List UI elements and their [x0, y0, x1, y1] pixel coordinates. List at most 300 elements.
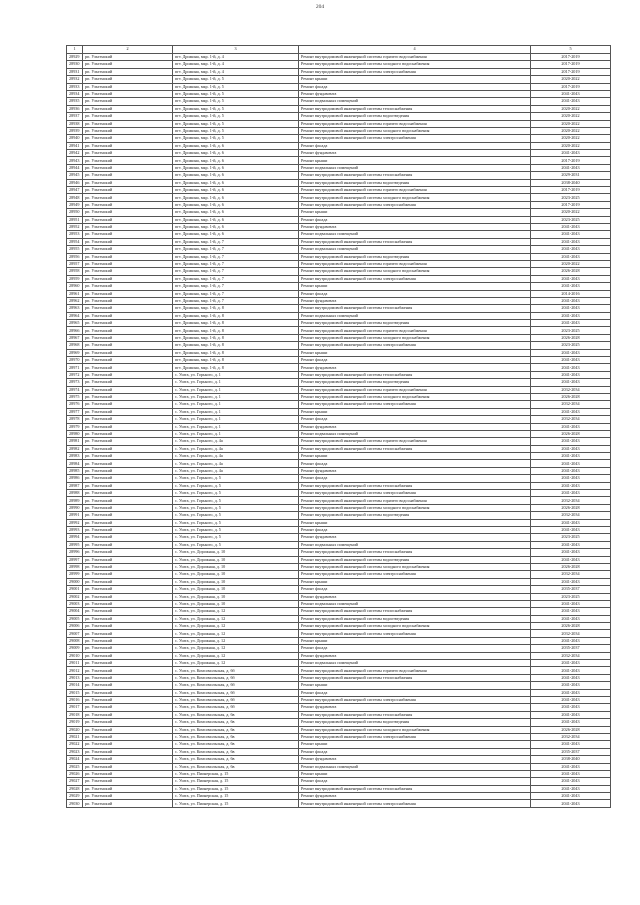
table-cell: Ремонт внутридомовой инженерной системы электроснабжения — [299, 630, 531, 637]
table-cell: Ремонт внутридомовой инженерной системы холодного водоснабжения — [299, 194, 531, 201]
table-cell: 28991 — [67, 512, 83, 519]
table-cell: 2026-2028 — [531, 623, 611, 630]
table-cell: 28947 — [67, 187, 83, 194]
table-cell: 2041-2043 — [531, 763, 611, 770]
table-row — [67, 127, 611, 134]
table-cell: Ремонт внутридомовой инженерной системы теплоснабжения — [299, 172, 531, 179]
table-cell: 2041-2043 — [531, 578, 611, 585]
table-cell: рп. Ультенский — [83, 490, 173, 497]
table-cell: рп. Ультенский — [83, 194, 173, 201]
table-cell: пгт. Дрожина, мкр. 1-й, д. 5 — [173, 135, 299, 142]
table-cell: рп. Ультенский — [83, 726, 173, 733]
table-row — [67, 201, 611, 208]
table-cell: 2041-2043 — [531, 349, 611, 356]
table-cell: 2041-2043 — [531, 453, 611, 460]
table-cell: Ремонт крыши — [299, 453, 531, 460]
table-cell: пгт. Дрожина, мкр. 1-й, д. 7 — [173, 238, 299, 245]
table-cell: 29018 — [67, 711, 83, 718]
table-cell: Ремонт внутридомовой инженерной системы горячего водоснабжения — [299, 120, 531, 127]
table-cell: Ремонт фасада — [299, 475, 531, 482]
table-cell: 2032-2034 — [531, 571, 611, 578]
table-cell: рп. Ультенский — [83, 209, 173, 216]
table-cell: 2020-2022 — [531, 127, 611, 134]
table-cell: Ремонт внутридомовой инженерной системы горячего водоснабжения — [299, 438, 531, 445]
table-cell: 2026-2028 — [531, 334, 611, 341]
table-row — [67, 187, 611, 194]
table-cell: 28937 — [67, 113, 83, 120]
table-row — [67, 800, 611, 807]
table-cell: 2026-2028 — [531, 393, 611, 400]
table-cell: 2017-2019 — [531, 68, 611, 75]
table-cell: пгт. Дрожина, мкр. 1-й, д. 6 — [173, 179, 299, 186]
table-row — [67, 748, 611, 755]
table-cell: 29003 — [67, 600, 83, 607]
table-cell: пгт. Дрожина, мкр. 1-й, д. 5 — [173, 76, 299, 83]
table-cell: рп. Ультенский — [83, 179, 173, 186]
table-cell: рп. Ультенский — [83, 275, 173, 282]
table-cell: Ремонт крыши — [299, 349, 531, 356]
table-cell: пгт. Дрожина, мкр. 1-й, д. 6 — [173, 194, 299, 201]
table-cell: 29009 — [67, 645, 83, 652]
table-cell: 28999 — [67, 571, 83, 578]
table-cell: 28992 — [67, 519, 83, 526]
table-cell: Ремонт крыши — [299, 76, 531, 83]
table-cell: рп. Ультенский — [83, 305, 173, 312]
table-row — [67, 460, 611, 467]
table-cell: 2041-2043 — [531, 615, 611, 622]
table-cell: с. Ушта, ул. Пионерская, д. 15 — [173, 770, 299, 777]
table-cell: рп. Ультенский — [83, 674, 173, 681]
table-cell: рп. Ультенский — [83, 423, 173, 430]
table-cell: рп. Ультенский — [83, 586, 173, 593]
table-cell: рп. Ультенский — [83, 593, 173, 600]
table-row — [67, 76, 611, 83]
table-cell: 2020-2022 — [531, 76, 611, 83]
table-cell: 28970 — [67, 357, 83, 364]
table-row — [67, 297, 611, 304]
table-cell: с. Ушта, ул. Горького, д. 1 — [173, 423, 299, 430]
table-cell: 29007 — [67, 630, 83, 637]
table-cell: Ремонт внутридомовой инженерной системы водоотведения — [299, 512, 531, 519]
table-cell: Ремонт внутридомовой инженерной системы водоотведения — [299, 615, 531, 622]
table-cell: 29019 — [67, 719, 83, 726]
table-cell: 28957 — [67, 260, 83, 267]
table-cell: с. Ушта, ул. Горького, д. 1 — [173, 408, 299, 415]
table-cell: с. Ушта, ул. Дорожная, д. 12 — [173, 660, 299, 667]
table-cell: рп. Ультенский — [83, 349, 173, 356]
table-cell: рп. Ультенский — [83, 711, 173, 718]
table-cell: пгт. Дрожина, мкр. 1-й, д. 4 — [173, 68, 299, 75]
table-cell: рп. Ультенский — [83, 164, 173, 171]
table-cell: 28988 — [67, 490, 83, 497]
table-row — [67, 475, 611, 482]
table-cell: с. Ушта, ул. Комсомольская, д. 6б — [173, 704, 299, 711]
table-row — [67, 357, 611, 364]
table-row — [67, 519, 611, 526]
table-cell: 2041-2043 — [531, 283, 611, 290]
table-cell: с. Ушта, ул. Горького, д. 5 — [173, 497, 299, 504]
table-cell: пгт. Дрожина, мкр. 1-й, д. 6 — [173, 172, 299, 179]
table-cell: рп. Ультенский — [83, 342, 173, 349]
table-row — [67, 534, 611, 541]
table-cell: Ремонт внутридомовой инженерной системы холодного водоснабжения — [299, 623, 531, 630]
table-cell: 2017-2019 — [531, 54, 611, 61]
table-cell: 2041-2043 — [531, 711, 611, 718]
table-cell: Ремонт фасада — [299, 216, 531, 223]
table-cell: с. Ушта, ул. Пионерская, д. 15 — [173, 785, 299, 792]
table-row — [67, 497, 611, 504]
table-cell: 29021 — [67, 733, 83, 740]
table-cell: Ремонт крыши — [299, 741, 531, 748]
table-cell: 2041-2043 — [531, 475, 611, 482]
table-cell: 28980 — [67, 430, 83, 437]
table-cell: рп. Ультенский — [83, 512, 173, 519]
table-row — [67, 364, 611, 371]
table-cell: 29020 — [67, 726, 83, 733]
table-cell: рп. Ультенский — [83, 793, 173, 800]
table-cell: Ремонт внутридомовой инженерной системы электроснабжения — [299, 571, 531, 578]
table-cell: 2041-2043 — [531, 371, 611, 378]
table-cell: рп. Ультенский — [83, 297, 173, 304]
table-cell: Ремонт фундамента — [299, 652, 531, 659]
table-cell: рп. Ультенский — [83, 682, 173, 689]
table-row — [67, 275, 611, 282]
table-row — [67, 216, 611, 223]
page-number: 204 — [315, 4, 325, 10]
table-row — [67, 571, 611, 578]
table-cell: 2023-2025 — [531, 593, 611, 600]
table-cell: Ремонт фасада — [299, 416, 531, 423]
table-cell: рп. Ультенский — [83, 645, 173, 652]
table-cell: 28986 — [67, 475, 83, 482]
table-cell: пгт. Дрожина, мкр. 1-й, д. 5 — [173, 83, 299, 90]
table-cell: пгт. Дрожина, мкр. 1-й, д. 6 — [173, 157, 299, 164]
table-cell: пгт. Дрожина, мкр. 1-й, д. 6 — [173, 231, 299, 238]
table-cell: 2041-2043 — [531, 90, 611, 97]
table-cell: с. Ушта, ул. Дорожная, д. 12 — [173, 637, 299, 644]
table-cell: рп. Ультенский — [83, 312, 173, 319]
table-row — [67, 541, 611, 548]
table-row — [67, 438, 611, 445]
table-cell: 28958 — [67, 268, 83, 275]
table-cell: с. Ушта, ул. Комсомольская, д. 6б — [173, 667, 299, 674]
table-cell: 2032-2034 — [531, 652, 611, 659]
table-cell: 29030 — [67, 800, 83, 807]
table-cell: 2014-2016 — [531, 290, 611, 297]
table-cell: с. Ушта, ул. Горького, д. 5 — [173, 519, 299, 526]
table-cell: 2032-2034 — [531, 416, 611, 423]
table-cell: с. Ушта, ул. Горького, д. 5 — [173, 512, 299, 519]
table-cell: с. Ушта, ул. Комсомольская, д. 6б — [173, 674, 299, 681]
table-cell: 2041-2043 — [531, 379, 611, 386]
table-row — [67, 231, 611, 238]
table-cell: рп. Ультенский — [83, 54, 173, 61]
table-cell: Ремонт фундамента — [299, 756, 531, 763]
table-cell: 28945 — [67, 172, 83, 179]
table-cell: рп. Ультенский — [83, 76, 173, 83]
table-cell: рп. Ультенский — [83, 379, 173, 386]
table-cell: 2017-2019 — [531, 201, 611, 208]
table-row — [67, 98, 611, 105]
table-row — [67, 290, 611, 297]
table-cell: 28968 — [67, 342, 83, 349]
table-cell: 28982 — [67, 445, 83, 452]
table-cell: рп. Ультенский — [83, 408, 173, 415]
table-cell: Ремонт внутридомовой инженерной системы холодного водоснабжения — [299, 563, 531, 570]
table-cell: рп. Ультенский — [83, 741, 173, 748]
table-cell: 28943 — [67, 157, 83, 164]
table-cell: 29014 — [67, 682, 83, 689]
table-cell: 28944 — [67, 164, 83, 171]
table-cell: Ремонт фасада — [299, 83, 531, 90]
table-cell: рп. Ультенский — [83, 534, 173, 541]
table-cell: 2038-2040 — [531, 179, 611, 186]
table-row — [67, 453, 611, 460]
table-cell: рп. Ультенский — [83, 519, 173, 526]
table-row — [67, 726, 611, 733]
table-row — [67, 135, 611, 142]
table-cell: пгт. Дрожина, мкр. 1-й, д. 5 — [173, 113, 299, 120]
table-cell: рп. Ультенский — [83, 696, 173, 703]
table-cell: пгт. Дрожина, мкр. 1-й, д. 6 — [173, 150, 299, 157]
table-row — [67, 393, 611, 400]
table-cell: 2020-2022 — [531, 209, 611, 216]
table-cell: рп. Ультенский — [83, 763, 173, 770]
table-cell: рп. Ультенский — [83, 393, 173, 400]
table-cell: с. Ушта, ул. Комсомольская, д. 6в — [173, 741, 299, 748]
table-cell: рп. Ультенский — [83, 283, 173, 290]
table-cell: 2041-2043 — [531, 98, 611, 105]
table-cell: 28942 — [67, 150, 83, 157]
table-cell: 2017-2019 — [531, 187, 611, 194]
table-cell: 2041-2043 — [531, 408, 611, 415]
table-cell: с. Ушта, ул. Горького, д. 4а — [173, 467, 299, 474]
table-cell: рп. Ультенский — [83, 460, 173, 467]
table-cell: Ремонт внутридомовой инженерной системы теплоснабжения — [299, 549, 531, 556]
table-cell: 2041-2043 — [531, 275, 611, 282]
table-cell: 2041-2043 — [531, 320, 611, 327]
table-row — [67, 504, 611, 511]
table-cell: Ремонт внутридомовой инженерной системы теплоснабжения — [299, 445, 531, 452]
table-cell: пгт. Дрожина, мкр. 1-й, д. 8 — [173, 349, 299, 356]
table-cell: 28939 — [67, 127, 83, 134]
table-cell: рп. Ультенский — [83, 719, 173, 726]
table-cell: Ремонт фундамента — [299, 297, 531, 304]
table-cell: Ремонт фасада — [299, 357, 531, 364]
table-cell: 2032-2034 — [531, 497, 611, 504]
table-cell: с. Ушта, ул. Комсомольская, д. 6в — [173, 763, 299, 770]
table-cell: 28930 — [67, 61, 83, 68]
table-cell: 28936 — [67, 105, 83, 112]
table-cell: пгт. Дрожина, мкр. 1-й, д. 6 — [173, 216, 299, 223]
table-cell: Ремонт внутридомовой инженерной системы теплоснабжения — [299, 305, 531, 312]
table-cell: рп. Ультенский — [83, 98, 173, 105]
table-cell: пгт. Дрожина, мкр. 1-й, д. 8 — [173, 312, 299, 319]
table-cell: с. Ушта, ул. Горького, д. 1 — [173, 401, 299, 408]
table-cell: с. Ушта, ул. Дорожная, д. 10 — [173, 593, 299, 600]
table-cell: рп. Ультенский — [83, 527, 173, 534]
table-cell: рп. Ультенский — [83, 157, 173, 164]
table-cell: 2032-2034 — [531, 630, 611, 637]
table-row — [67, 445, 611, 452]
table-cell: пгт. Дрожина, мкр. 1-й, д. 7 — [173, 268, 299, 275]
table-cell: 29001 — [67, 586, 83, 593]
table-cell: 2041-2043 — [531, 490, 611, 497]
table-cell: рп. Ультенский — [83, 482, 173, 489]
table-cell: с. Ушта, ул. Дорожная, д. 10 — [173, 556, 299, 563]
table-cell: рп. Ультенский — [83, 113, 173, 120]
table-cell: с. Ушта, ул. Комсомольская, д. 6б — [173, 689, 299, 696]
table-row — [67, 327, 611, 334]
table-cell: 28946 — [67, 179, 83, 186]
table-cell: рп. Ультенский — [83, 438, 173, 445]
table-cell: 2023-2025 — [531, 342, 611, 349]
table-cell: 2032-2034 — [531, 733, 611, 740]
table-cell: с. Ушта, ул. Горького, д. 1 — [173, 379, 299, 386]
table-cell: с. Ушта, ул. Комсомольская, д. 6в — [173, 748, 299, 755]
table-row — [67, 482, 611, 489]
table-cell: Ремонт внутридомовой инженерной системы водоотведения — [299, 719, 531, 726]
table-cell: 2020-2022 — [531, 113, 611, 120]
table-cell: с. Ушта, ул. Дорожная, д. 10 — [173, 600, 299, 607]
table-cell: рп. Ультенский — [83, 416, 173, 423]
table-row — [67, 600, 611, 607]
table-cell: пгт. Дрожина, мкр. 1-й, д. 6 — [173, 223, 299, 230]
table-cell: 29012 — [67, 667, 83, 674]
table-cell: рп. Ультенский — [83, 475, 173, 482]
table-cell: 2029-2031 — [531, 172, 611, 179]
table-cell: 28962 — [67, 297, 83, 304]
table-cell: 2041-2043 — [531, 150, 611, 157]
table-cell: с. Ушта, ул. Дорожная, д. 10 — [173, 578, 299, 585]
table-cell: пгт. Дрожина, мкр. 1-й, д. 7 — [173, 290, 299, 297]
table-cell: Ремонт фундамента — [299, 150, 531, 157]
table-cell: 28953 — [67, 231, 83, 238]
table-cell: 2017-2019 — [531, 61, 611, 68]
table-cell: пгт. Дрожина, мкр. 1-й, д. 7 — [173, 253, 299, 260]
table-cell: 2041-2043 — [531, 164, 611, 171]
table-cell: Ремонт внутридомовой инженерной системы горячего водоснабжения — [299, 667, 531, 674]
table-cell: с. Ушта, ул. Горького, д. 1 — [173, 371, 299, 378]
table-cell: 28940 — [67, 135, 83, 142]
header-cell: 5 — [531, 46, 611, 54]
table-cell: 2041-2043 — [531, 467, 611, 474]
table-cell: рп. Ультенский — [83, 770, 173, 777]
table-cell: с. Ушта, ул. Комсомольская, д. 6в — [173, 756, 299, 763]
table-cell: 29005 — [67, 615, 83, 622]
table-cell: рп. Ультенский — [83, 733, 173, 740]
table-cell: 28975 — [67, 393, 83, 400]
table-row — [67, 54, 611, 61]
table-row — [67, 719, 611, 726]
table-cell: рп. Ультенский — [83, 150, 173, 157]
table-cell: рп. Ультенский — [83, 327, 173, 334]
table-row — [67, 630, 611, 637]
table-cell: 28949 — [67, 201, 83, 208]
table-cell: рп. Ультенский — [83, 608, 173, 615]
table-cell: рп. Ультенский — [83, 800, 173, 807]
table-cell: с. Ушта, ул. Пионерская, д. 15 — [173, 778, 299, 785]
table-cell: 2041-2043 — [531, 445, 611, 452]
table-cell: Ремонт подвальных помещений — [299, 246, 531, 253]
table-cell: 28998 — [67, 563, 83, 570]
table-cell: 2041-2043 — [531, 682, 611, 689]
table-cell: Ремонт крыши — [299, 682, 531, 689]
table-cell: Ремонт внутридомовой инженерной системы холодного водоснабжения — [299, 127, 531, 134]
table-cell: Ремонт подвальных помещений — [299, 763, 531, 770]
table-cell: рп. Ультенский — [83, 334, 173, 341]
table-cell: рп. Ультенский — [83, 260, 173, 267]
table-row — [67, 423, 611, 430]
table-cell: пгт. Дрожина, мкр. 1-й, д. 8 — [173, 342, 299, 349]
table-cell: с. Ушта, ул. Горького, д. 4а — [173, 438, 299, 445]
table-cell: 2020-2022 — [531, 142, 611, 149]
table-cell: Ремонт фасада — [299, 290, 531, 297]
table-cell: с. Ушта, ул. Дорожная, д. 12 — [173, 623, 299, 630]
table-cell: 28997 — [67, 556, 83, 563]
table-cell: рп. Ультенский — [83, 630, 173, 637]
table-cell: 28931 — [67, 68, 83, 75]
table-cell: Ремонт внутридомовой инженерной системы электроснабжения — [299, 800, 531, 807]
table-row — [67, 660, 611, 667]
table-cell: 29026 — [67, 770, 83, 777]
table-cell: 2041-2043 — [531, 238, 611, 245]
table-cell: 28989 — [67, 497, 83, 504]
table-cell: Ремонт внутридомовой инженерной системы теплоснабжения — [299, 371, 531, 378]
table-cell: пгт. Дрожина, мкр. 1-й, д. 8 — [173, 320, 299, 327]
table-cell: 2020-2022 — [531, 135, 611, 142]
table-cell: 28961 — [67, 290, 83, 297]
table-cell: рп. Ультенский — [83, 371, 173, 378]
table-cell: рп. Ультенский — [83, 135, 173, 142]
table-cell: с. Ушта, ул. Дорожная, д. 10 — [173, 571, 299, 578]
table-cell: 28956 — [67, 253, 83, 260]
table-cell: Ремонт крыши — [299, 157, 531, 164]
table-row — [67, 238, 611, 245]
table-cell: рп. Ультенский — [83, 231, 173, 238]
table-cell: 2041-2043 — [531, 696, 611, 703]
table-row — [67, 637, 611, 644]
table-cell: Ремонт подвальных помещений — [299, 312, 531, 319]
table-cell: 2041-2043 — [531, 549, 611, 556]
table-cell: 28967 — [67, 334, 83, 341]
table-cell: 28966 — [67, 327, 83, 334]
table-row — [67, 756, 611, 763]
table-row — [67, 696, 611, 703]
table-cell: 28932 — [67, 76, 83, 83]
table-cell: Ремонт внутридомовой инженерной системы электроснабжения — [299, 135, 531, 142]
table-cell: Ремонт фундамента — [299, 423, 531, 430]
table-cell: пгт. Дрожина, мкр. 1-й, д. 8 — [173, 334, 299, 341]
table-cell: 28951 — [67, 216, 83, 223]
table-cell: рп. Ультенский — [83, 386, 173, 393]
table-cell: 29025 — [67, 763, 83, 770]
table-cell: Ремонт фасада — [299, 689, 531, 696]
table-row — [67, 253, 611, 260]
table-cell: 28963 — [67, 305, 83, 312]
table-cell: пгт. Дрожина, мкр. 1-й, д. 8 — [173, 357, 299, 364]
table-row — [67, 615, 611, 622]
table-cell: 28978 — [67, 416, 83, 423]
table-cell: пгт. Дрожина, мкр. 1-й, д. 4 — [173, 54, 299, 61]
table-cell: Ремонт внутридомовой инженерной системы теплоснабжения — [299, 711, 531, 718]
table-row — [67, 586, 611, 593]
table-cell: рп. Ультенский — [83, 785, 173, 792]
table-cell: рп. Ультенский — [83, 660, 173, 667]
table-cell: 2035-2037 — [531, 748, 611, 755]
table-cell: рп. Ультенский — [83, 172, 173, 179]
table-cell: рп. Ультенский — [83, 253, 173, 260]
